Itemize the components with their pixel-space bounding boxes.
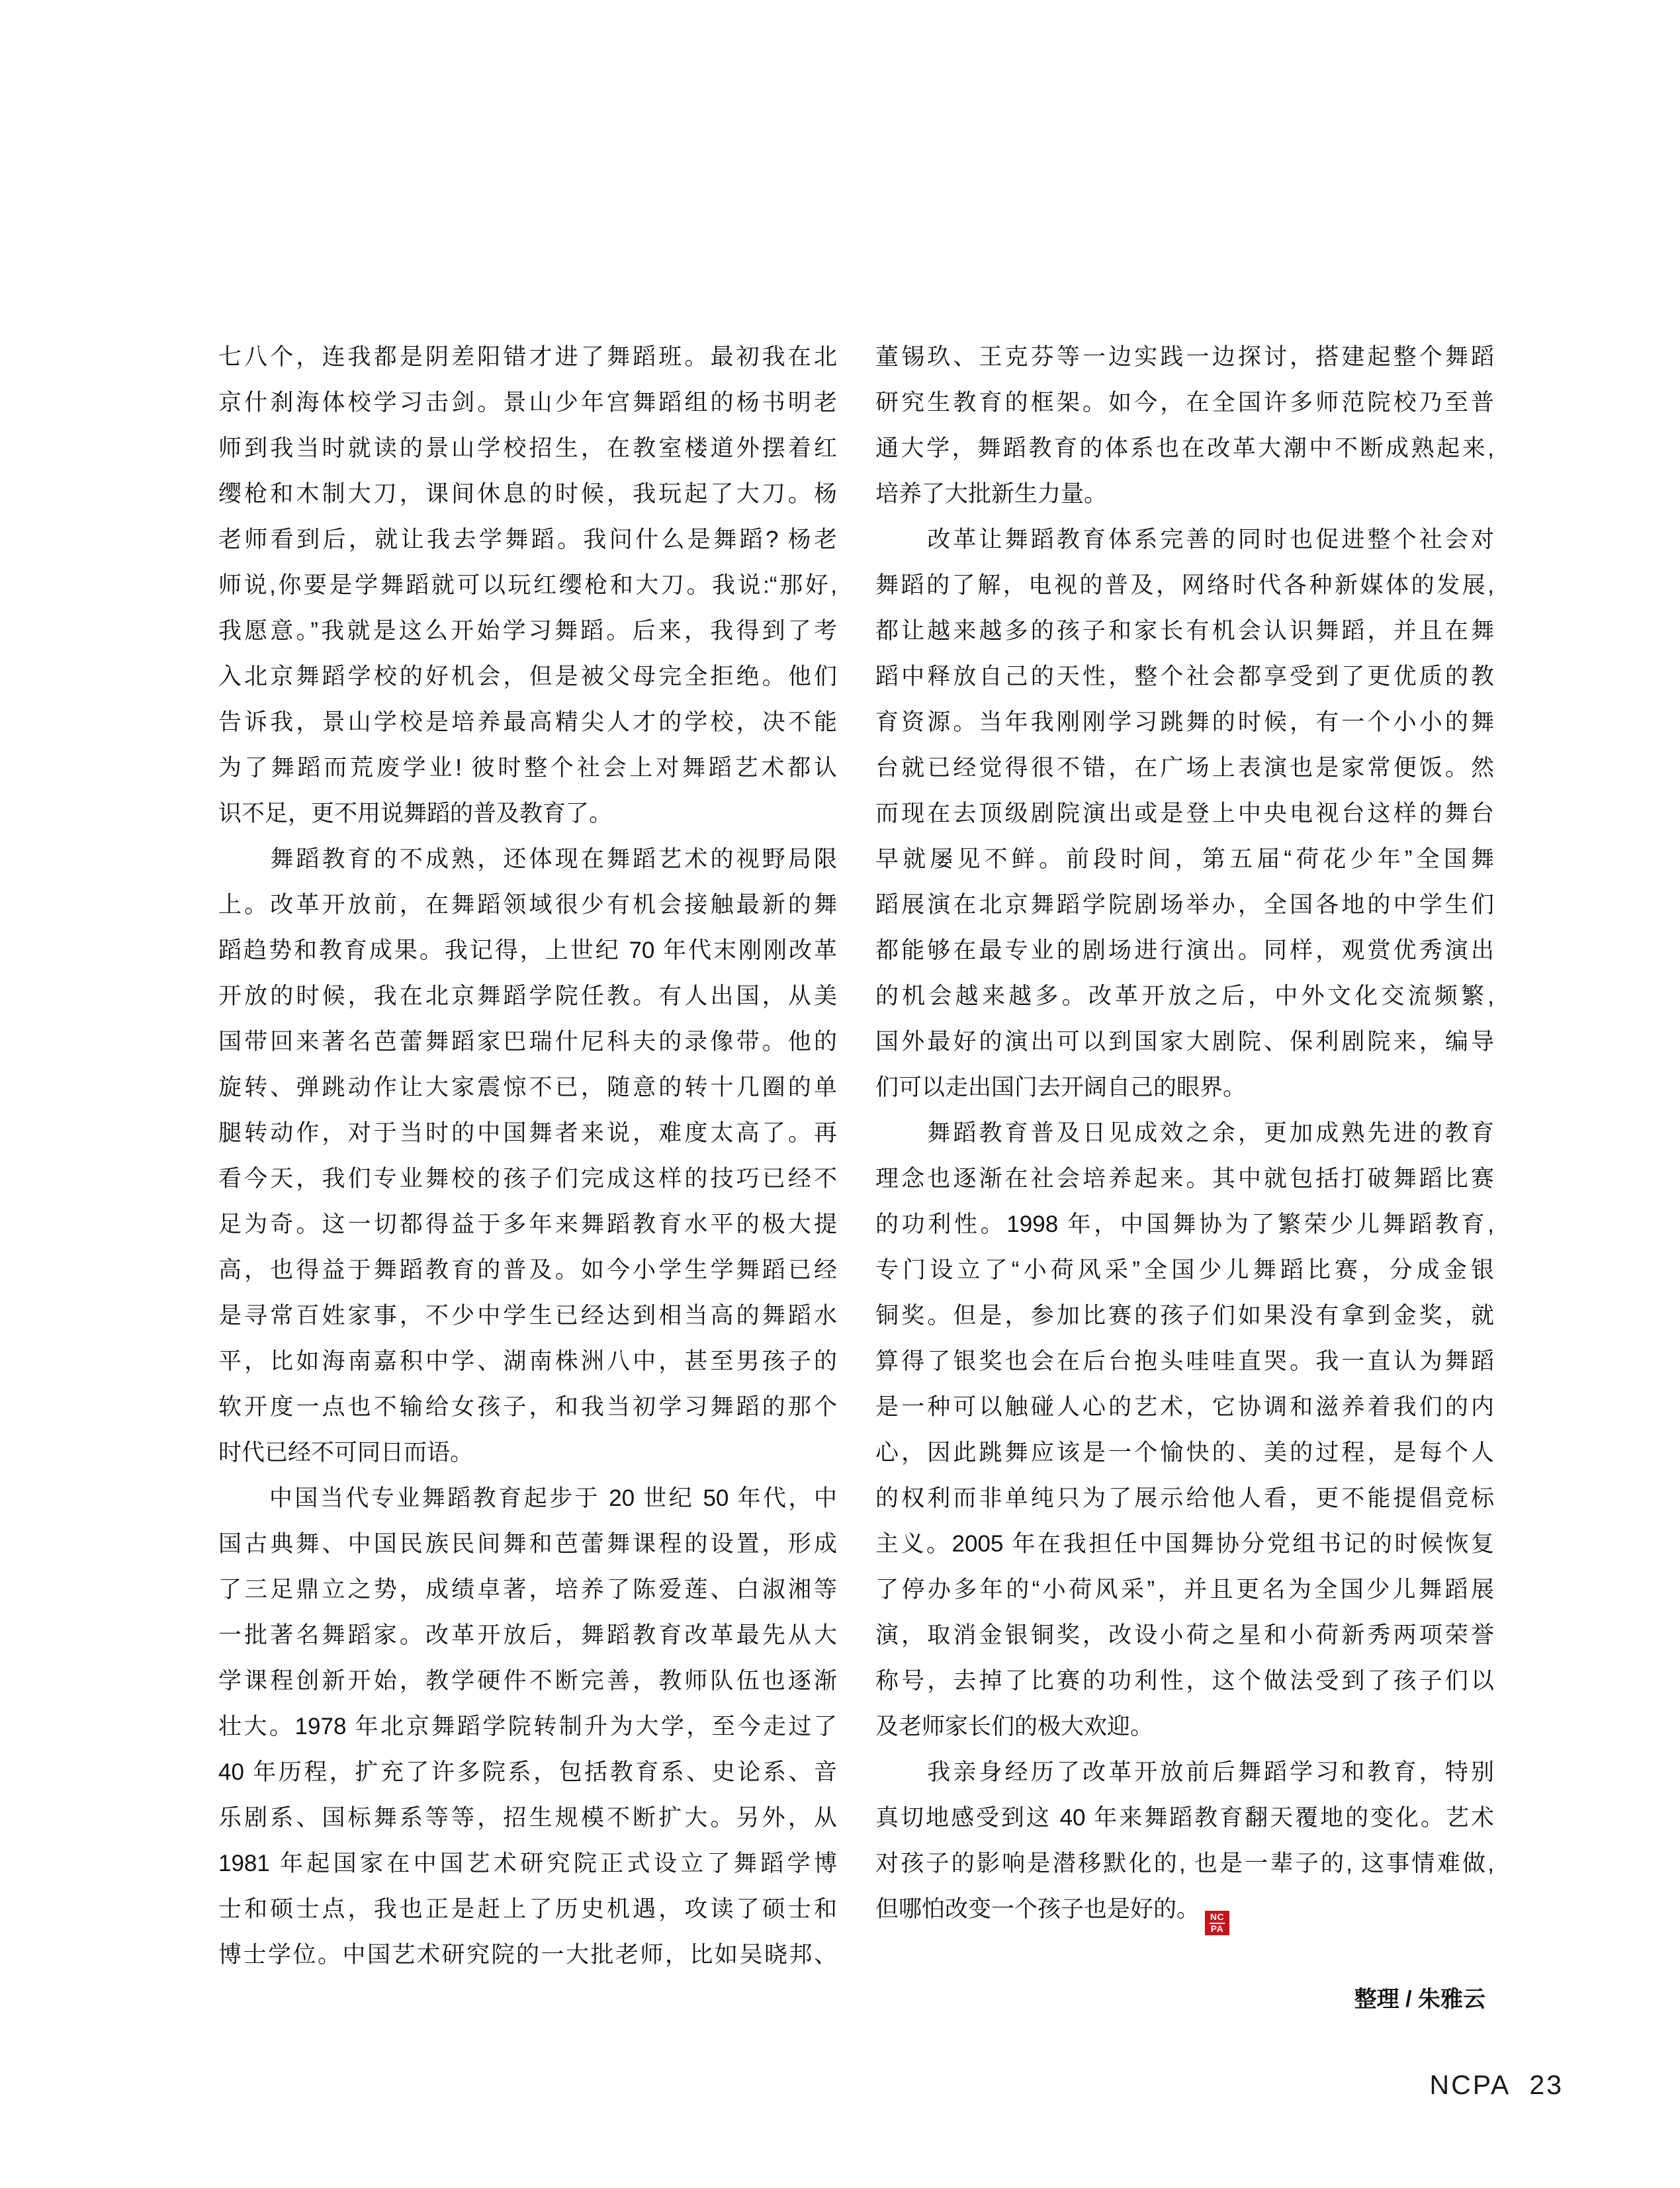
- text-line: 但哪怕改变一个孩子也是好的。 $\frac{NC}{PA}$: [875, 1886, 1494, 1932]
- text-line: 早就屡见不鲜。前段时间，第五届“荷花少年”全国舞: [875, 846, 1495, 872]
- text-line: 蹈中释放自己的天性，整个社会都享受到了更优质的教: [875, 664, 1494, 689]
- text-line: 足为奇。这一切都得益于多年来舞蹈教育水平的极大提: [218, 1211, 837, 1237]
- text-line: 真切地感受到这 40 年来舞蹈教育翻天覆地的变化。艺术: [875, 1805, 1494, 1831]
- text-line: 学课程创新开始，教学硬件不断完善，教师队伍也逐渐: [218, 1668, 837, 1694]
- text-line: 一批著名舞蹈家。改革开放后，舞蹈教育改革最先从大: [218, 1622, 837, 1648]
- text-line: 高，也得益于舞蹈教育的普及。如今小学生学舞蹈已经: [218, 1257, 837, 1283]
- text-line: 主义。2005 年在我担任中国舞协分党组书记的时候恢复: [875, 1531, 1494, 1557]
- text-line: 蹈趋势和教育成果。我记得，上世纪 70 年代末刚刚改革: [218, 938, 837, 963]
- text-line: 师说,你要是学舞蹈就可以玩红缨枪和大刀。我说:“那好,: [218, 572, 837, 598]
- text-line: 心，因此跳舞应该是一个愉快的、美的过程，是每个人: [875, 1440, 1494, 1466]
- text-line: 舞蹈教育普及日见成效之余，更加成熟先进的教育: [875, 1120, 1494, 1146]
- attribution-credit: 整理 / 朱雅云: [1354, 1987, 1485, 2012]
- text-line: 研究生教育的框架。如今，在全国许多师范院校乃至普: [875, 390, 1494, 416]
- text-line: 的权利而非单纯只为了展示给他人看，更不能提倡竞标: [875, 1485, 1494, 1511]
- text-line: 我亲身经历了改革开放前后舞蹈学习和教育，特别: [875, 1759, 1494, 1785]
- text-line: 京什刹海体校学习击剑。景山少年宫舞蹈组的杨书明老: [218, 390, 837, 416]
- text-line: 1981 年起国家在中国艺术研究院正式设立了舞蹈学博: [218, 1851, 837, 1876]
- text-line: 告诉我，景山学校是培养最高精尖人才的学校，决不能: [218, 709, 837, 735]
- text-line: 的功利性。1998 年，中国舞协为了繁荣少儿舞蹈教育,: [875, 1211, 1494, 1237]
- text-line: 老师看到后，就让我去学舞蹈。我问什么是舞蹈? 杨老: [218, 527, 837, 552]
- text-line: 看今天，我们专业舞校的孩子们完成这样的技巧已经不: [218, 1166, 837, 1192]
- text-line: 了停办多年的“小荷风采”，并且更名为全国少儿舞蹈展: [875, 1577, 1494, 1602]
- text-line: 我愿意。”我就是这么开始学习舞蹈。后来，我得到了考: [218, 618, 837, 644]
- right-text-column: [875, 334, 1494, 1932]
- ncpa-end-seal: [1205, 1911, 1229, 1935]
- text-line: 演，取消金银铜奖，改设小荷之星和小荷新秀两项荣誉: [875, 1622, 1494, 1648]
- text-line: 是寻常百姓家事，不少中学生已经达到相当高的舞蹈水: [218, 1303, 837, 1329]
- seal-text-bottom: PA: [1210, 1923, 1224, 1934]
- text-line: 乐剧系、国标舞系等等，招生规模不断扩大。另外，从: [218, 1805, 837, 1831]
- text-line: 时代已经不可同日而语。: [218, 1440, 474, 1466]
- text-line: 缨枪和木制大刀，课间休息的时候，我玩起了大刀。杨: [218, 481, 837, 507]
- seal-text-top: NC: [1210, 1912, 1225, 1924]
- text-line: 中国当代专业舞蹈教育起步于 20 世纪 50 年代，中: [218, 1485, 837, 1511]
- text-line: 都让越来越多的孩子和家长有机会认识舞蹈，并且在舞: [875, 618, 1494, 644]
- text-line: 改革让舞蹈教育体系完善的同时也促进整个社会对: [875, 527, 1494, 552]
- left-text-column: [218, 334, 837, 1978]
- text-line: 舞蹈的了解，电视的普及，网络时代各种新媒体的发展,: [875, 572, 1494, 598]
- text-line: 台就已经觉得很不错，在广场上表演也是家常便饭。然: [875, 755, 1494, 781]
- text-line: 而现在去顶级剧院演出或是登上中央电视台这样的舞台: [875, 801, 1494, 826]
- text-line: 软开度一点也不输给女孩子，和我当初学习舞蹈的那个: [218, 1394, 837, 1420]
- text-line: 通大学，舞蹈教育的体系也在改革大潮中不断成熟起来,: [875, 435, 1494, 461]
- text-line: 蹈展演在北京舞蹈学院剧场举办，全国各地的中学生们: [875, 892, 1494, 918]
- text-line: 对孩子的影响是潜移默化的, 也是一辈子的, 这事情难做,: [875, 1851, 1494, 1876]
- text-line: 理念也逐渐在社会培养起来。其中就包括打破舞蹈比赛: [875, 1166, 1494, 1192]
- page-footer: [1430, 2070, 1564, 2101]
- text-line: 国带回来著名芭蕾舞蹈家巴瑞什尼科夫的录像带。他的: [218, 1029, 837, 1055]
- text-line: 是一种可以触碰人心的艺术，它协调和滋养着我们的内: [875, 1394, 1494, 1420]
- text-line: 算得了银奖也会在后台抱头哇哇直哭。我一直认为舞蹈: [875, 1348, 1494, 1374]
- text-line: 育资源。当年我刚刚学习跳舞的时候，有一个小小的舞: [875, 709, 1494, 735]
- text-line: 七八个，连我都是阴差阳错才进了舞蹈班。最初我在北: [218, 344, 837, 370]
- text-line: 国外最好的演出可以到国家大剧院、保利剧院来，编导: [875, 1029, 1494, 1055]
- magazine-brand: NCPA: [1429, 2070, 1511, 2100]
- page-number: 23: [1529, 2070, 1564, 2100]
- text-line: 培养了大批新生力量。: [875, 481, 1108, 507]
- text-line: 的机会越来越多。改革开放之后，中外文化交流频繁,: [875, 983, 1494, 1009]
- text-line: 舞蹈教育的不成熟，还体现在舞蹈艺术的视野局限: [218, 846, 837, 872]
- text-line: 师到我当时就读的景山学校招生，在教室楼道外摆着红: [218, 435, 837, 461]
- text-line: 为了舞蹈而荒废学业! 彼时整个社会上对舞蹈艺术都认: [218, 755, 837, 781]
- text-line: 士和硕士点，我也正是赶上了历史机遇，攻读了硕士和: [218, 1896, 837, 1922]
- text-line: 专门设立了“小荷风采”全国少儿舞蹈比赛，分成金银: [875, 1257, 1494, 1283]
- text-line: 壮大。1978 年北京舞蹈学院转制升为大学，至今走过了: [218, 1714, 837, 1739]
- text-line: 开放的时候，我在北京舞蹈学院任教。有人出国，从美: [218, 983, 837, 1009]
- text-line: 铜奖。但是，参加比赛的孩子们如果没有拿到金奖，就: [875, 1303, 1494, 1329]
- text-line: 识不足，更不用说舞蹈的普及教育了。: [218, 801, 613, 826]
- text-line: 了三足鼎立之势，成绩卓著，培养了陈爱莲、白淑湘等: [218, 1577, 837, 1602]
- text-line: 40 年历程，扩充了许多院系，包括教育系、史论系、音: [218, 1759, 837, 1785]
- text-line: 及老师家长们的极大欢迎。: [875, 1714, 1154, 1739]
- text-line: 上。改革开放前，在舞蹈领域很少有机会接触最新的舞: [218, 892, 837, 918]
- text-line: 平，比如海南嘉积中学、湖南株洲八中，甚至男孩子的: [218, 1348, 837, 1374]
- text-line: 董锡玖、王克芬等一边实践一边探讨，搭建起整个舞蹈: [875, 344, 1494, 370]
- text-line: 腿转动作，对于当时的中国舞者来说，难度太高了。再: [218, 1120, 837, 1146]
- text-line: 们可以走出国门去开阔自己的眼界。: [875, 1074, 1247, 1100]
- text-line: 都能够在最专业的剧场进行演出。同样，观赏优秀演出: [875, 938, 1494, 963]
- text-line: 旋转、弹跳动作让大家震惊不已，随意的转十几圈的单: [218, 1074, 837, 1100]
- text-line: 入北京舞蹈学校的好机会，但是被父母完全拒绝。他们: [218, 664, 837, 689]
- text-line: 博士学位。中国艺术研究院的一大批老师，比如吴晓邦、: [218, 1942, 837, 1968]
- text-line: 国古典舞、中国民族民间舞和芭蕾舞课程的设置，形成: [218, 1531, 837, 1557]
- text-line: 称号，去掉了比赛的功利性，这个做法受到了孩子们以: [875, 1668, 1494, 1694]
